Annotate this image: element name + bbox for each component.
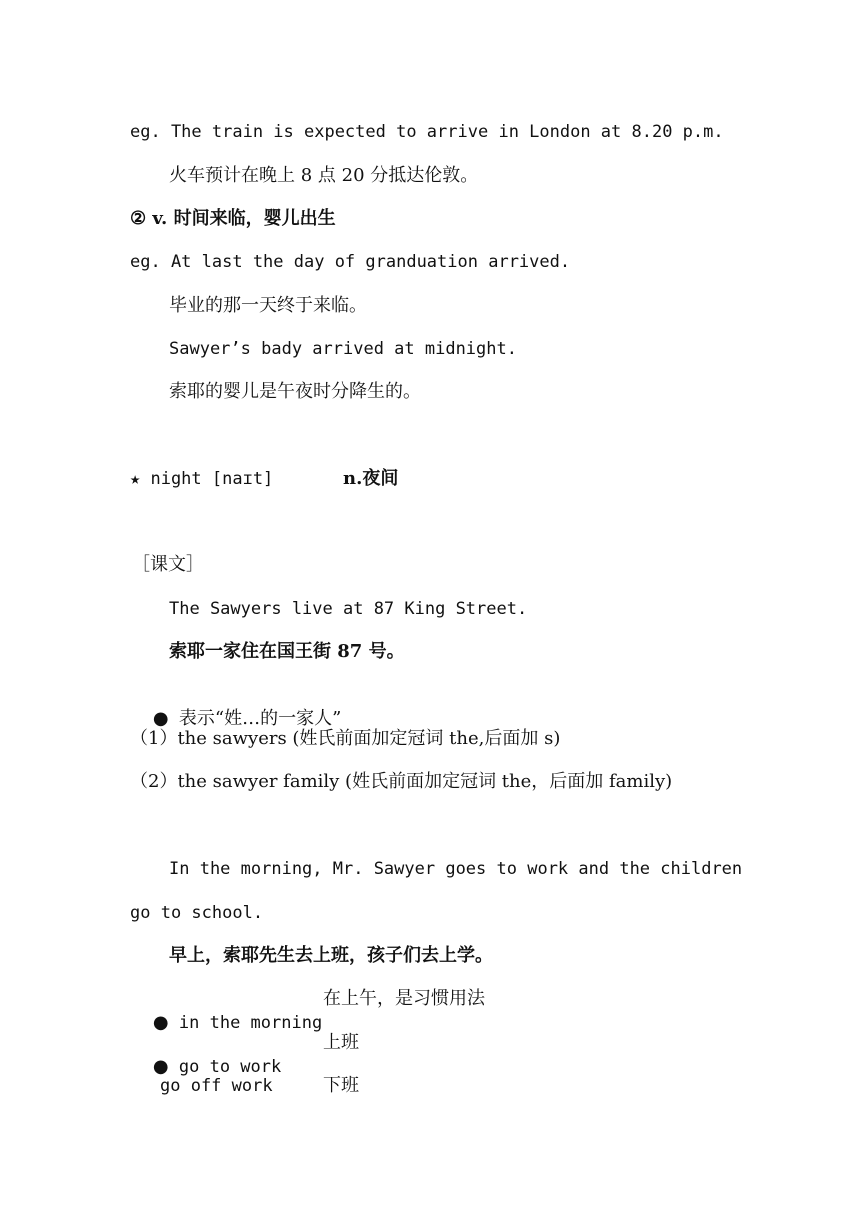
note-family-rule-1: （1）the sawyers (姓氏前面加定冠词 the,后面加 s) xyxy=(130,728,561,749)
translation-baby: 索耶的婴儿是午夜时分降生的。 xyxy=(169,381,421,402)
phrase-go-off-work: go off work xyxy=(160,1076,273,1096)
bullet-icon: ● xyxy=(152,1012,169,1033)
bullet-icon: ● xyxy=(152,1056,169,1077)
example-sentence-graduation: eg. At last the day of granduation arrived. xyxy=(130,252,571,272)
translation-train: 火车预计在晚上 8 点 20 分抵达伦敦。 xyxy=(169,165,479,186)
text-sentence-2: In the morning, Mr. Sawyer goes to work and the children xyxy=(169,859,743,879)
phrase-go-off-work-meaning: 下班 xyxy=(323,1075,359,1096)
phrase-in-the-morning-meaning: 在上午，是习惯用法 xyxy=(323,988,485,1009)
bullet-icon: ● xyxy=(152,708,169,729)
phrase-go-to-work-meaning: 上班 xyxy=(323,1032,359,1053)
vocab-word-night: ★ night [naɪt] xyxy=(130,469,274,489)
translation-sentence-1: 索耶一家住在国王街 87 号。 xyxy=(169,641,405,662)
phrase-in-the-morning: in the morning xyxy=(178,1013,323,1033)
vocab-definition-night: n.夜间 xyxy=(343,468,399,489)
text-sentence-1: The Sawyers live at 87 King Street. xyxy=(169,599,528,619)
translation-graduation: 毕业的那一天终于来临。 xyxy=(169,295,367,316)
example-sentence-baby: Sawyer’s bady arrived at midnight. xyxy=(169,339,517,359)
note-family-text: 表示“姓…的一家人” xyxy=(178,708,342,729)
note-family-rule-2: （2）the sawyer family (姓氏前面加定冠词 the，后面加 family) xyxy=(130,771,673,792)
text-sentence-2-cont: go to school. xyxy=(130,903,264,923)
section-heading-text: ［课文］ xyxy=(132,554,204,575)
example-sentence-train: eg. The train is expected to arrive in London at 8.20 p.m. xyxy=(130,122,724,142)
sense-heading-2: ② v. 时间来临，婴儿出生 xyxy=(130,208,336,229)
phrase-go-to-work: go to work xyxy=(178,1057,282,1077)
translation-sentence-2: 早上，索耶先生去上班，孩子们去上学。 xyxy=(169,945,493,966)
